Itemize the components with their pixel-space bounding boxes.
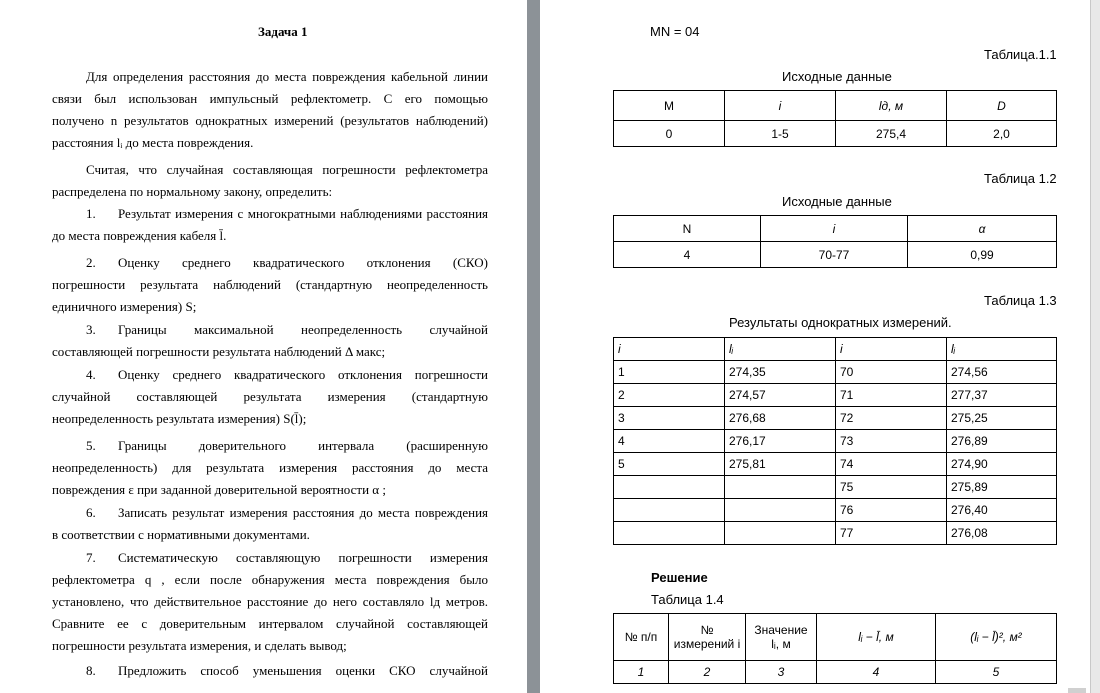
table-1-4-label: Таблица 1.4: [651, 592, 724, 607]
left-page: [0, 0, 527, 693]
table-cell: [614, 522, 725, 545]
item-number: 8.: [86, 663, 96, 678]
list-item: [52, 547, 488, 657]
list-item: [52, 319, 488, 363]
table-1-3: [613, 337, 1057, 545]
text-line: Границы доверительного интервала (расширенную: [118, 438, 488, 453]
table-row: [614, 430, 1057, 453]
table-cell: 276,40: [947, 499, 1057, 522]
table-header-cell: α: [908, 216, 1057, 242]
table-cell: 277,37: [947, 384, 1057, 407]
item-number: 2.: [86, 255, 96, 270]
list-item: [52, 502, 488, 546]
table-header-cell: lᵢ − l̄, м: [817, 614, 936, 661]
table-cell: 73: [836, 430, 947, 453]
table-cell: 70: [836, 361, 947, 384]
table-cell: 276,08: [947, 522, 1057, 545]
text-line: рефлектометра q , если после обнаружения места повреждения было: [52, 572, 488, 587]
table-cell: 1: [614, 661, 669, 684]
text-line: повреждения ε при заданной доверительной вероятности α ;: [52, 482, 386, 497]
text-line: Для определения расстояния до места повреждения кабельной линии: [86, 69, 488, 84]
table-cell: 5: [614, 453, 725, 476]
table-cell: [614, 476, 725, 499]
item-number: 1.: [86, 206, 96, 221]
table-cell: 77: [836, 522, 947, 545]
table-header-cell: lд, м: [836, 91, 947, 121]
text-line: неопределенность результата измерения) S(l̄);: [52, 411, 307, 426]
table-row: [614, 453, 1057, 476]
table-cell: 72: [836, 407, 947, 430]
table-cell: 275,89: [947, 476, 1057, 499]
table-cell: 0,99: [908, 242, 1057, 268]
text-line: Сравните ее с доверительным интервалом случайной составляющей: [52, 616, 488, 631]
table-1-4: [613, 613, 1057, 684]
table-header-cell: M: [614, 91, 725, 121]
item-number: 5.: [86, 438, 96, 453]
table-cell: 76: [836, 499, 947, 522]
text-line: случайной составляющей результата измерения (стандартную: [52, 389, 488, 404]
table-cell: 74: [836, 453, 947, 476]
item-number: 4.: [86, 367, 96, 382]
table-cell: 276,68: [725, 407, 836, 430]
text-line: установлено, что действительное расстояние до него составляло lд метров.: [52, 594, 488, 609]
text-line: составляющей погрешности результата наблюдений Δ макс;: [52, 344, 386, 359]
resize-corner[interactable]: [1068, 688, 1086, 693]
text-line: связи был использован импульсный рефлектометр. С его помощью: [52, 91, 488, 106]
table-1-1: [613, 90, 1057, 147]
table-1-2-caption: Исходные данные: [782, 194, 892, 209]
table-cell: 275,4: [836, 121, 947, 147]
table-cell: 275,81: [725, 453, 836, 476]
table-header-cell: Значение lᵢ, м: [746, 614, 817, 661]
text-line: расстояния lᵢ до места повреждения.: [52, 135, 254, 150]
text-line: получено n результатов однократных измерений (результатов наблюдений): [52, 113, 488, 128]
table-header-cell: № п/п: [614, 614, 669, 661]
table-1-3-label: Таблица 1.3: [984, 293, 1057, 308]
conditions-paragraph: [52, 159, 488, 203]
text-line: Считая, что случайная составляющая погрешности рефлектометра: [86, 162, 488, 177]
table-header-cell: (lᵢ − l̄)², м²: [936, 614, 1057, 661]
table-row: [614, 476, 1057, 499]
text-line: Результат измерения с многократными наблюдениями расстояния: [118, 206, 488, 221]
table-cell: 2,0: [947, 121, 1057, 147]
table-row: [614, 384, 1057, 407]
text-line: единичного измерения) S;: [52, 299, 197, 314]
item-number: 7.: [86, 550, 96, 565]
text-line: Систематическую составляющую погрешности измерения: [118, 550, 488, 565]
table-cell: [725, 522, 836, 545]
page-separator: [527, 0, 540, 693]
table-1-2-label: Таблица 1.2: [984, 171, 1057, 186]
table-cell: 2: [669, 661, 746, 684]
table-cell: 3: [614, 407, 725, 430]
table-header-cell: i: [836, 338, 947, 361]
table-cell: 70-77: [761, 242, 908, 268]
table-cell: 1: [614, 361, 725, 384]
intro-paragraph: [52, 66, 488, 154]
table-cell: 2: [614, 384, 725, 407]
table-cell: 71: [836, 384, 947, 407]
item-number: 3.: [86, 322, 96, 337]
table-1-1-caption: Исходные данные: [782, 69, 892, 84]
table-cell: 3: [746, 661, 817, 684]
item-number: 6.: [86, 505, 96, 520]
text-line: погрешности результата наблюдений (стандартную неопределенность: [52, 277, 488, 292]
table-cell: 1-5: [725, 121, 836, 147]
table-cell: 276,17: [725, 430, 836, 453]
list-item: [52, 364, 488, 430]
text-line: Оценку среднего квадратического отклонения погрешности: [118, 367, 488, 382]
table-1-1-label: Таблица.1.1: [984, 47, 1057, 62]
right-page: [540, 0, 1091, 693]
table-header-cell: i: [614, 338, 725, 361]
table-header-cell: lᵢ: [947, 338, 1057, 361]
text-line: Предложить способ уменьшения оценки СКО случайной: [118, 663, 488, 678]
list-item: [52, 252, 488, 318]
table-cell: 0: [614, 121, 725, 147]
table-cell: 274,57: [725, 384, 836, 407]
text-line: распределена по нормальному закону, определить:: [52, 184, 333, 199]
text-line: в соответствии с нормативными документами.: [52, 527, 310, 542]
list-item: [52, 660, 488, 682]
table-cell: 275,25: [947, 407, 1057, 430]
table-header-cell: N: [614, 216, 761, 242]
table-cell: 4: [614, 242, 761, 268]
table-cell: 75: [836, 476, 947, 499]
table-row: [614, 407, 1057, 430]
table-cell: 274,56: [947, 361, 1057, 384]
list-item: [52, 435, 488, 501]
table-cell: [725, 499, 836, 522]
table-cell: [614, 499, 725, 522]
table-header-cell: lᵢ: [725, 338, 836, 361]
text-line: погрешности результата измерения, и сделать вывод;: [52, 638, 347, 653]
table-row: [614, 361, 1057, 384]
text-line: Границы максимальной неопределенность случайной: [118, 322, 488, 337]
table-cell: 274,35: [725, 361, 836, 384]
mn-value: MN = 04: [650, 24, 700, 39]
text-line: до места повреждения кабеля l̄.: [52, 228, 227, 243]
list-item: [52, 203, 488, 247]
table-cell: [725, 476, 836, 499]
text-line: Записать результат измерения расстояния до места повреждения: [118, 505, 488, 520]
table-cell: 4: [614, 430, 725, 453]
text-line: Оценку среднего квадратического отклонения (СКО): [118, 255, 488, 270]
table-row: [614, 499, 1057, 522]
table-header-cell: i: [725, 91, 836, 121]
table-header-cell: i: [761, 216, 908, 242]
table-cell: 274,90: [947, 453, 1057, 476]
table-cell: 5: [936, 661, 1057, 684]
table-1-2: [613, 215, 1057, 268]
task-title: Задача 1: [258, 24, 308, 39]
vertical-scrollbar[interactable]: [1090, 0, 1100, 693]
table-header-cell: № измерений i: [669, 614, 746, 661]
table-cell: 276,89: [947, 430, 1057, 453]
table-row: [614, 522, 1057, 545]
table-cell: 4: [817, 661, 936, 684]
text-line: неопределенность) для результата измерения расстояния до места: [52, 460, 488, 475]
table-1-3-caption: Результаты однократных измерений.: [729, 315, 952, 330]
solution-heading: Решение: [651, 570, 708, 585]
table-header-cell: D: [947, 91, 1057, 121]
